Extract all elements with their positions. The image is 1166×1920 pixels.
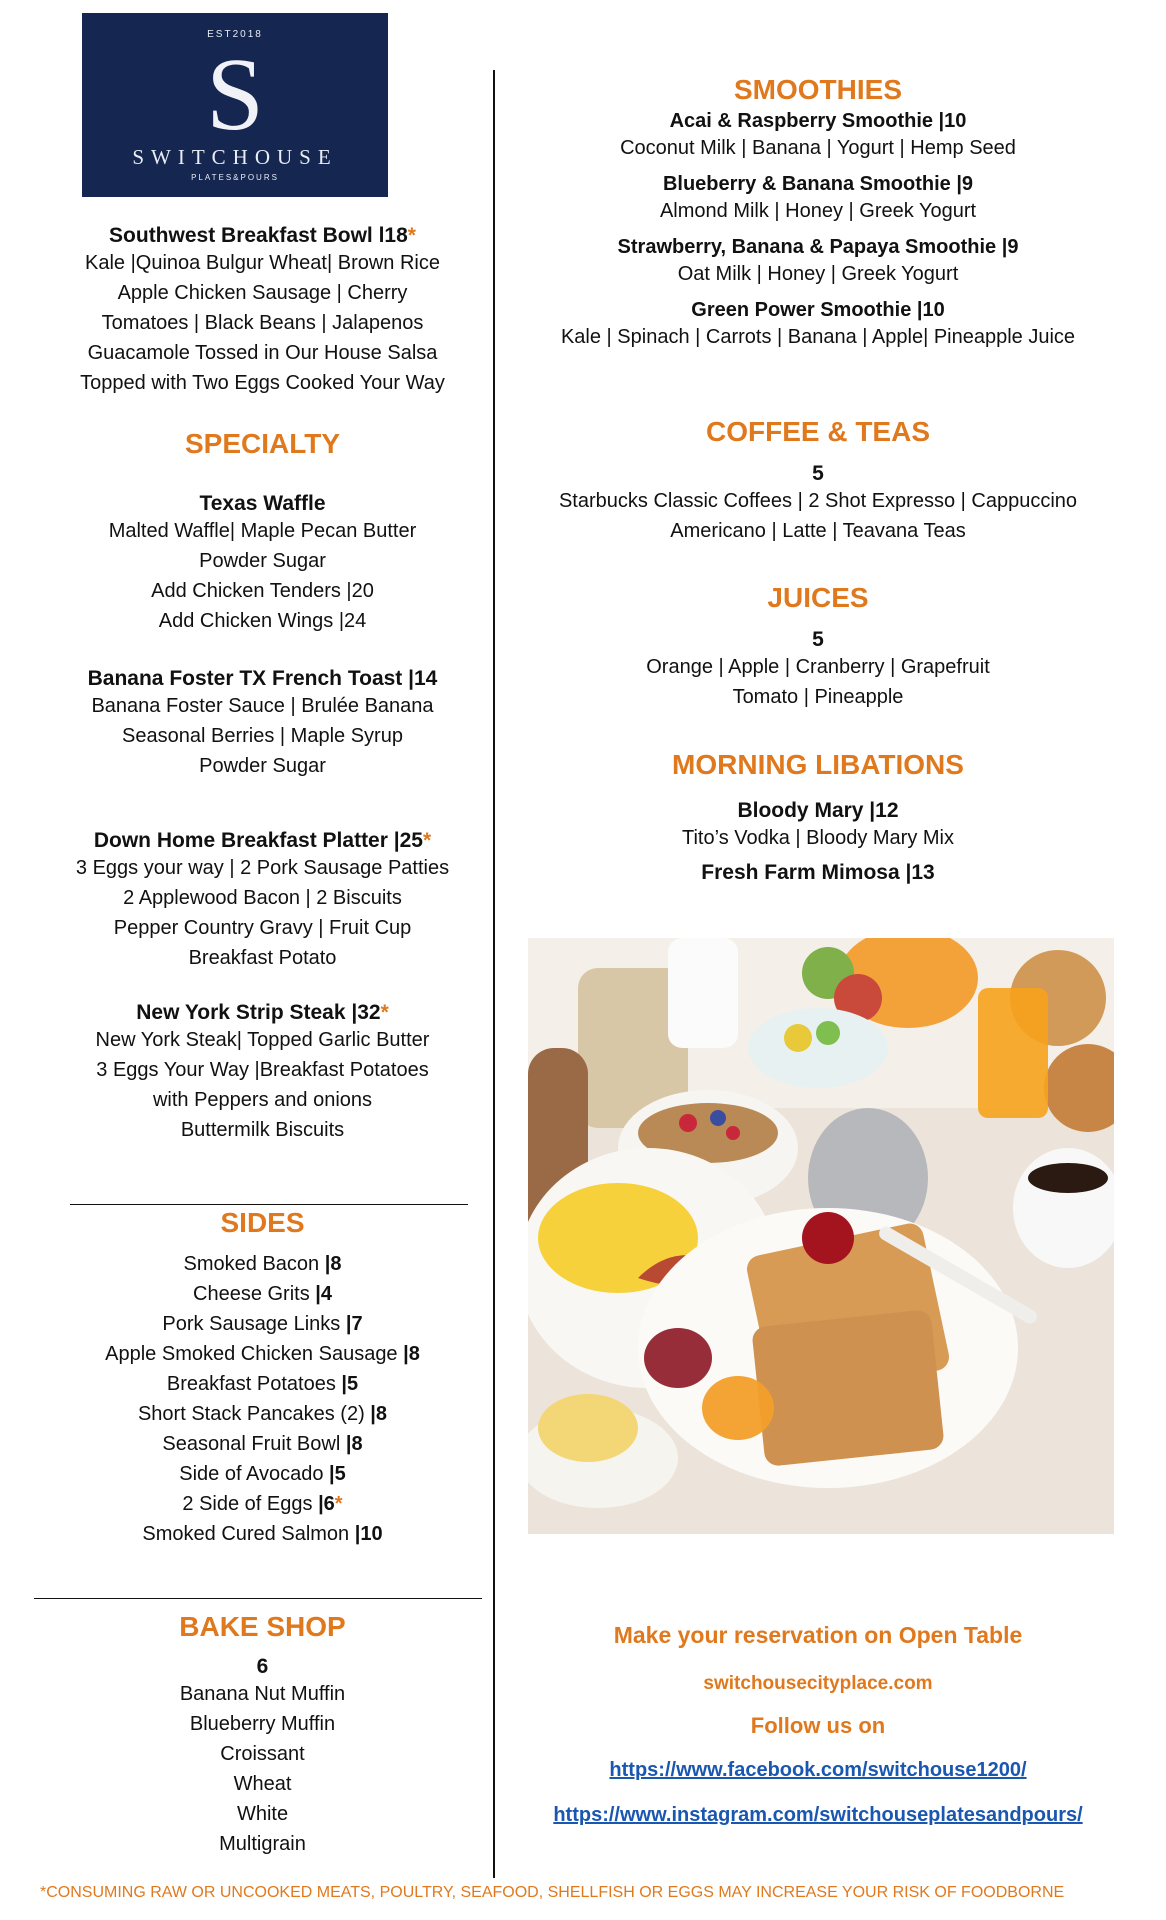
breakfast-illustration <box>528 938 1114 1534</box>
texas-line: Powder Sugar <box>199 550 326 572</box>
platter-line: 2 Applewood Bacon | 2 Biscuits <box>123 887 402 909</box>
steak-title: New York Strip Steak |32* <box>136 1001 389 1024</box>
libations-section <box>520 749 1116 885</box>
bloody-title: Bloody Mary |12 <box>737 799 899 822</box>
logo-est: EST2018 <box>207 29 263 40</box>
foster-line: Seasonal Berries | Maple Syrup <box>122 725 403 747</box>
steak-line: with Peppers and onions <box>152 1089 373 1111</box>
foster-line: Powder Sugar <box>199 755 326 777</box>
juices-heading: JUICES <box>767 582 869 613</box>
logo-letter: S <box>206 37 264 152</box>
smoothie-title: Strawberry, Banana & Papaya Smoothie |9 <box>617 236 1019 258</box>
side-item: Side of Avocado |5 <box>179 1463 346 1485</box>
southwest-bowl <box>40 224 485 398</box>
footer-warning: *CONSUMING RAW OR UNCOOKED MEATS, POULTRY, SEAFOOD, SHELLFISH OR EGGS MAY INCREASE YOUR RISK OF FOODBORNE <box>40 1884 1065 1901</box>
foster-title: Banana Foster TX French Toast |14 <box>87 667 438 690</box>
foster-line: Banana Foster Sauce | Brulée Banana <box>91 695 434 717</box>
smoothie-item <box>520 236 1116 289</box>
follow-text: Follow us on <box>750 1713 886 1738</box>
libations-heading: MORNING LIBATIONS <box>672 749 964 780</box>
website-link[interactable]: switchousecityplace.com <box>703 1673 933 1694</box>
smoothie-title: Acai & Raspberry Smoothie |10 <box>669 110 967 132</box>
smoothie-desc: Oat Milk | Honey | Greek Yogurt <box>677 263 959 285</box>
bakeshop-heading: BAKE SHOP <box>179 1611 346 1642</box>
smoothies-section <box>520 74 1116 352</box>
juices-price: 5 <box>812 628 824 651</box>
side-item: Apple Smoked Chicken Sausage |8 <box>105 1343 420 1365</box>
platter-line: Breakfast Potato <box>188 947 337 969</box>
texas-title: Texas Waffle <box>199 492 326 515</box>
strip-steak <box>40 1001 485 1145</box>
breakfast-platter <box>40 829 485 973</box>
bakeshop-top-divider <box>34 1598 482 1599</box>
mimosa-title: Fresh Farm Mimosa |13 <box>701 861 935 884</box>
smoothie-item <box>520 110 1116 163</box>
smoothie-item <box>520 299 1116 352</box>
steak-line: Buttermilk Biscuits <box>180 1119 345 1141</box>
bakeshop-item: White <box>236 1803 289 1825</box>
side-item: Smoked Bacon |8 <box>183 1253 342 1275</box>
side-item: Smoked Cured Salmon |10 <box>142 1523 383 1545</box>
sides-heading: SIDES <box>220 1207 305 1238</box>
platter-line: 3 Eggs your way | 2 Pork Sausage Patties <box>75 857 450 879</box>
bakeshop-item: Croissant <box>220 1743 305 1765</box>
bakeshop-item: Wheat <box>233 1773 292 1795</box>
specialty-section <box>40 428 485 460</box>
reservation-text: Make your reservation on Open Table <box>613 1622 1023 1648</box>
facebook-link[interactable]: https://www.facebook.com/switchouse1200/ <box>609 1759 1027 1781</box>
southwest-title: Southwest Breakfast Bowl l18* <box>109 224 416 247</box>
side-item: Cheese Grits |4 <box>193 1283 332 1305</box>
side-item: Pork Sausage Links |7 <box>162 1313 363 1335</box>
side-item: Breakfast Potatoes |5 <box>166 1373 359 1395</box>
coffee-section <box>520 416 1116 546</box>
sides-top-divider <box>70 1204 468 1205</box>
texas-waffle <box>40 492 485 636</box>
bakeshop-item: Banana Nut Muffin <box>179 1683 346 1705</box>
juice-line: Orange | Apple | Cranberry | Grapefruit <box>646 656 990 678</box>
smoothie-desc: Almond Milk | Honey | Greek Yogurt <box>659 200 977 222</box>
smoothie-desc: Coconut Milk | Banana | Yogurt | Hemp Seed <box>620 137 1016 159</box>
juices-section <box>520 582 1116 712</box>
southwest-line: Topped with Two Eggs Cooked Your Way <box>80 372 445 394</box>
coffee-price: 5 <box>812 462 824 485</box>
smoothie-title: Green Power Smoothie |10 <box>691 299 945 321</box>
side-item: Seasonal Fruit Bowl |8 <box>162 1433 363 1455</box>
breakfast-photo <box>528 938 1114 1534</box>
reservation-block <box>520 1622 1116 1827</box>
bakeshop-item: Blueberry Muffin <box>189 1713 336 1735</box>
smoothie-title: Blueberry & Banana Smoothie |9 <box>662 173 974 195</box>
instagram-link[interactable]: https://www.instagram.com/switchouseplatesandpours/ <box>553 1804 1083 1826</box>
smoothies-heading: SMOOTHIES <box>733 74 902 105</box>
texas-line: Add Chicken Wings |24 <box>158 610 367 632</box>
smoothie-item <box>520 173 1116 226</box>
platter-line: Pepper Country Gravy | Fruit Cup <box>113 917 412 939</box>
bakeshop-item: Multigrain <box>219 1833 306 1855</box>
side-item: Short Stack Pancakes (2) |8 <box>137 1403 388 1425</box>
southwest-line: Guacamole Tossed in Our House Salsa <box>87 342 438 364</box>
coffee-line: Starbucks Classic Coffees | 2 Shot Expresso | Cappuccino <box>558 490 1078 512</box>
logo-name: SWITCHOUSE <box>132 145 338 169</box>
sides-section <box>40 1207 485 1549</box>
southwest-line: Kale |Quinoa Bulgur Wheat| Brown Rice <box>84 252 440 274</box>
steak-line: New York Steak| Topped Garlic Butter <box>95 1029 430 1051</box>
southwest-line: Tomatoes | Black Beans | Jalapenos <box>101 312 424 334</box>
juice-line: Tomato | Pineapple <box>732 686 904 708</box>
column-divider <box>493 70 495 1878</box>
coffee-heading: COFFEE & TEAS <box>705 416 930 447</box>
bakeshop-price: 6 <box>256 1655 269 1678</box>
texas-line: Add Chicken Tenders |20 <box>151 580 374 602</box>
southwest-line: Apple Chicken Sausage | Cherry <box>117 282 408 304</box>
coffee-line: Americano | Latte | Teavana Teas <box>670 520 966 542</box>
texas-line: Malted Waffle| Maple Pecan Butter <box>108 520 417 542</box>
banana-foster <box>40 667 485 781</box>
bloody-desc: Tito’s Vodka | Bloody Mary Mix <box>682 827 954 849</box>
specialty-heading: SPECIALTY <box>184 428 341 459</box>
steak-line: 3 Eggs Your Way |Breakfast Potatoes <box>96 1059 429 1081</box>
bakeshop-section <box>40 1611 485 1859</box>
logo-tagline: PLATES&POURS <box>191 173 279 182</box>
platter-title: Down Home Breakfast Platter |25* <box>93 829 432 852</box>
side-item: 2 Side of Eggs |6* <box>182 1493 343 1515</box>
smoothie-desc: Kale | Spinach | Carrots | Banana | Apple| Pineapple Juice <box>560 326 1076 348</box>
